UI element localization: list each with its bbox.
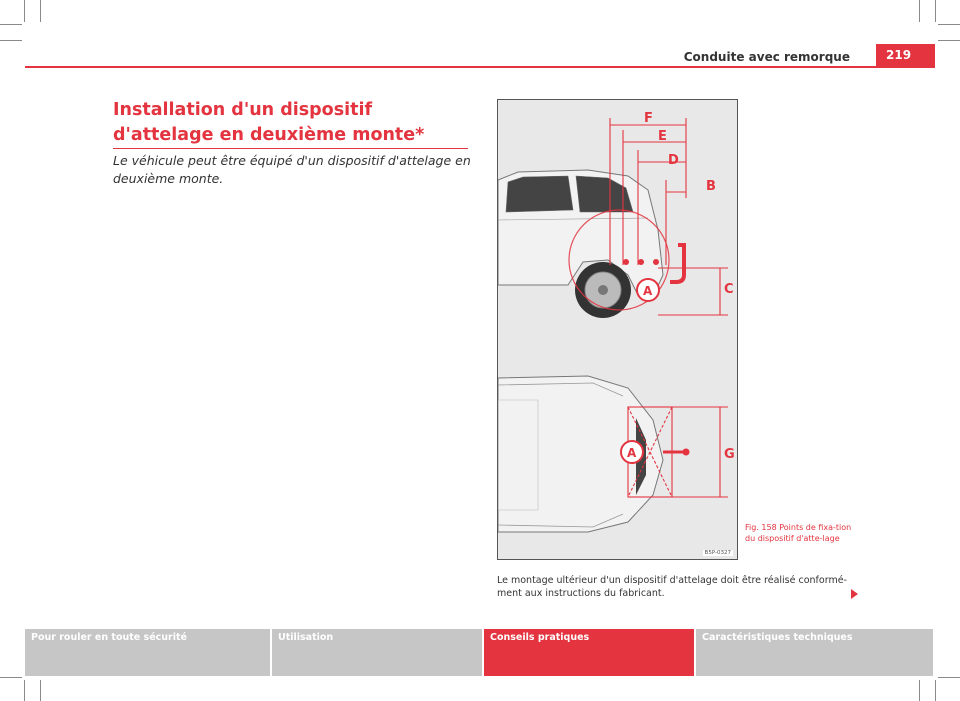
header-rule: [25, 66, 935, 68]
page-number: 219: [876, 44, 935, 66]
section-intro: Le véhicule peut être équipé d'un dispositif d'attelage en deuxième monte.: [113, 153, 471, 186]
crop-mark: [0, 677, 22, 678]
footer-tab-conseils[interactable]: Conseils pratiques: [484, 629, 694, 676]
figure-tow-hitch-diagram: [497, 99, 738, 560]
title-rule: [113, 148, 468, 149]
crop-mark: [935, 0, 936, 22]
running-title: Conduite avec remorque: [683, 50, 850, 64]
dimension-label-b: B: [706, 179, 716, 194]
point-label-a-side: A: [643, 284, 653, 298]
crop-mark: [0, 40, 22, 41]
footer-tab-utilisation[interactable]: Utilisation: [272, 629, 482, 676]
crop-mark: [24, 680, 25, 701]
crop-mark: [0, 24, 22, 25]
crop-mark: [938, 677, 960, 678]
crop-mark: [935, 680, 936, 701]
crop-mark: [40, 0, 41, 22]
dimension-label-c: C: [724, 282, 734, 297]
point-label-a-top: A: [627, 446, 637, 460]
crop-mark: [40, 680, 41, 701]
crop-mark: [919, 680, 920, 701]
continue-arrow-icon: [851, 589, 858, 599]
figure-illustration: [498, 100, 739, 561]
crop-mark: [938, 24, 960, 25]
figure-caption: Fig. 158 Points de fixa-tion du dispositif d'atte-lage: [745, 523, 852, 543]
dimension-label-d: D: [668, 153, 679, 168]
footer-tab-securite[interactable]: Pour rouler en toute sécurité: [25, 629, 270, 676]
figure-code: B5P-0327: [704, 550, 731, 556]
footer-navigation: [25, 629, 935, 676]
dimension-label-f: F: [644, 111, 653, 126]
crop-mark: [919, 0, 920, 22]
crop-mark: [938, 40, 960, 41]
body-paragraph: Le montage ultérieur d'un dispositif d'attelage doit être réalisé conformé-ment aux instructions du fabricant.: [497, 575, 847, 599]
footer-tab-caracteristiques[interactable]: Caractéristiques techniques: [696, 629, 933, 676]
dimension-label-g: G: [724, 447, 735, 462]
crop-mark: [24, 0, 25, 22]
section-title: Installation d'un dispositif d'attelage en deuxième monte*: [113, 100, 425, 145]
dimension-label-e: E: [658, 129, 667, 144]
